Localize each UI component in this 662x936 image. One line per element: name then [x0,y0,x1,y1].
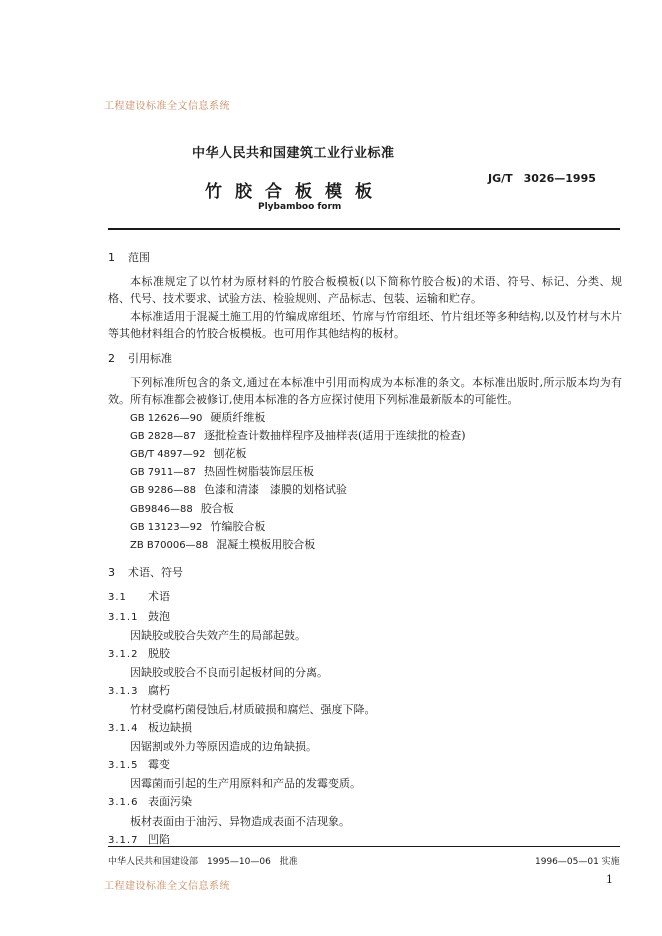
reference-item [130,481,622,499]
paragraph: 本标准适用于混凝土施工用的竹编成席组坯、竹席与竹帘组坯、竹片组坯等多种结构,以及竹材与木片等其他材料组合的竹胶合板模板。也可用作其他结构的板材。 [108,309,622,340]
term-definition: 因霉菌而引起的生产用原料和产品的发霉变质。 [130,777,361,791]
term-definition: 竹材受腐朽菌侵蚀后,材质破损和腐烂、强度下降。 [130,703,376,717]
term-number: 3.1.1 [108,611,139,623]
section-heading-scope [108,249,622,266]
subsection-heading [108,588,622,607]
term-definition: 因缺胶或胶合失效产生的局部起鼓。 [130,628,306,642]
reference-item [130,445,622,463]
section-heading-terms [108,564,622,581]
term-name: 凹陷 [148,832,170,846]
section-heading-references [108,350,622,367]
term-name: 腐朽 [148,683,170,697]
reference-name: 色漆和清漆 漆膜的划格试验 [203,483,347,497]
term-heading [108,645,622,664]
term-name: 板边缺损 [148,721,192,735]
reference-name: 胶合板 [200,501,234,515]
watermark-bottom: 工程建设标准全文信息系统 [104,881,230,892]
reference-code: GB 12626—90 [130,412,203,424]
term-heading [108,793,622,812]
reference-item [130,409,622,427]
term-number: 3.1.5 [108,760,139,772]
term-number: 3.1.6 [108,797,139,809]
section-number: 2 [108,352,115,366]
page-number: 1 [606,873,613,886]
reference-item [130,463,622,481]
term-definition: 板材表面由于油污、异物造成表面不洁现象。 [130,814,350,828]
section-title: 范围 [128,251,150,264]
term-name: 表面污染 [148,795,192,809]
subsection-number: 3.1 [108,592,127,604]
term-number: 3.1.2 [108,648,139,660]
watermark-top: 工程建设标准全文信息系统 [104,101,230,112]
section-number: 1 [108,251,115,264]
reference-name: 竹编胶合板 [210,519,266,533]
document-subtitle: Plybamboo form [258,202,342,212]
footer-rule [108,846,620,847]
reference-code: GB 9286—88 [130,485,196,497]
document-body [108,243,622,850]
term-number: 3.1.7 [108,834,139,846]
approval-line: 中华人民共和国建设部 1995—10—06 批准 [108,857,298,867]
reference-item [130,500,622,518]
document-title: 竹胶合板模板 [205,182,385,202]
term-number: 3.1.3 [108,685,139,697]
term-heading [108,756,622,775]
reference-list [130,409,622,555]
term-name: 霉变 [148,758,170,772]
header-rule [108,228,620,230]
term-definition: 因锯割或外力等原因造成的边角缺损。 [130,740,317,754]
org-title: 中华人民共和国建筑工业行业标准 [192,146,395,161]
term-heading [108,608,622,627]
paragraph: 下列标准所包含的条文,通过在本标准中引用而构成为本标准的条文。本标准出版时,所示版本均为有效。所有标准都会被修订,使用本标准的各方应探讨使用下列标准最新版本的可能性。 [108,376,622,407]
term-heading [108,719,622,738]
reference-item [130,536,622,554]
reference-code: GB 13123—92 [130,521,203,533]
term-number: 3.1.4 [108,723,139,735]
reference-code: ZB B70006—88 [130,540,209,552]
reference-code: GB 2828—87 [130,430,196,442]
reference-name: 逐批检查计数抽样程序及抽样表(适用于连续批的检查) [203,428,466,442]
reference-code: GB9846—88 [130,503,193,515]
term-definition: 因缺胶或胶合不良而引起板材间的分离。 [130,665,328,679]
reference-name: 刨花板 [213,447,247,461]
reference-name: 混凝土模板用胶合板 [216,538,316,552]
implementation-date: 1996—05—01 实施 [535,857,620,867]
reference-name: 硬质纤维板 [210,410,266,424]
reference-item [130,518,622,536]
reference-code: GB 7911—87 [130,467,196,479]
term-name: 脱胶 [148,646,170,660]
section-number: 3 [108,566,115,580]
subsection-title: 术语 [148,590,170,604]
reference-name: 热固性树脂装饰层压板 [203,465,314,479]
reference-item [130,427,622,445]
term-heading [108,682,622,701]
term-name: 鼓泡 [148,609,170,623]
section-title: 术语、符号 [128,566,183,580]
standard-code: JG/T 3026—1995 [488,172,596,185]
reference-code: GB/T 4897—92 [130,449,206,461]
terms-list [108,588,622,849]
section-title: 引用标准 [128,352,172,366]
paragraph: 本标准规定了以竹材为原材料的竹胶合板模板(以下简称竹胶合板)的术语、符号、标记、分类、规格、代号、技术要求、试验方法、检验规则、产品标志、包装、运输和贮存。 [108,275,622,306]
